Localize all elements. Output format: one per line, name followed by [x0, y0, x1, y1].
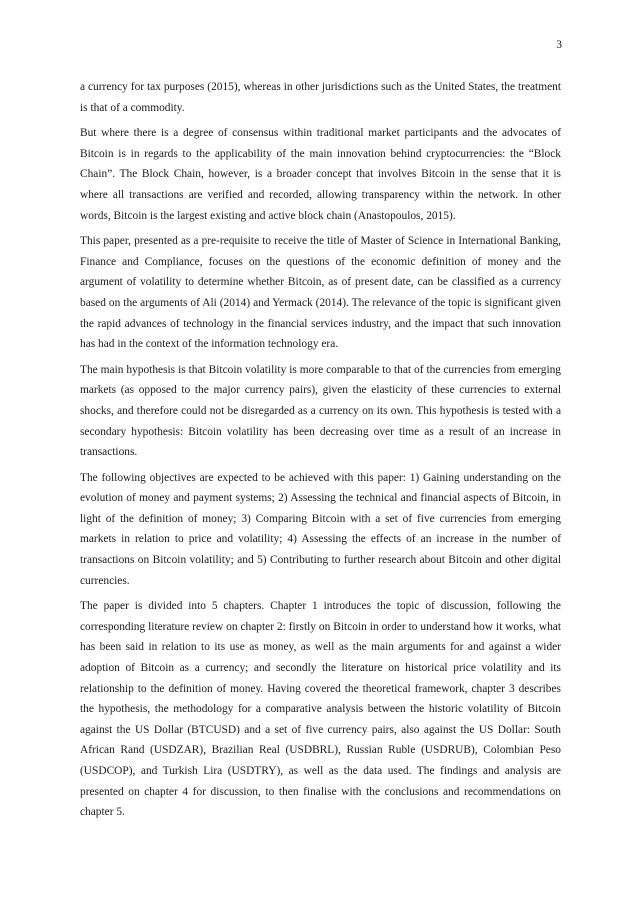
paragraph-3: This paper, presented as a pre-requisite to receive the title of Master of Science in International Banking, Finance and Compliance, focuses on the questions of the economic definition of money and the argument of volatility to determine whether Bitcoin, as of present date, can be classified as a currency based on the arguments of Ali (2014) and Yermack (2014). The relevance of the topic is significant given the rapid advances of technology in the financial services industry, and the impact that such innovation has had in the context of the information technology era.	[80, 235, 561, 351]
paragraph-5: The following objectives are expected to be achieved with this paper: 1) Gaining understanding on the evolution of money and payment systems; 2) Assessing the technical and financial aspects of Bitcoin, in light of the definition of money; 3) Comparing Bitcoin with a set of five currencies from emerging markets in relation to price and volatility; 4) Assessing the effects of an increase in the number of transactions on Bitcoin volatility; and 5) Contributing to further research about Bitcoin and other digital currencies.	[80, 471, 561, 587]
body-text	[80, 77, 561, 828]
paragraph-4: The main hypothesis is that Bitcoin volatility is more comparable to that of the currencies from emerging markets (as opposed to the major currency pairs), given the elasticity of these currencies to external shocks, and therefore could not be disregarded as a currency on its own. This hypothesis is tested with a secondary hypothesis: Bitcoin volatility has been decreasing over time as a result of an increase in transactions.	[80, 363, 561, 459]
paragraph-1: a currency for tax purposes (2015), whereas in other jurisdictions such as the United States, the treatment is that of a commodity.	[80, 81, 561, 114]
paragraph-2: But where there is a degree of consensus within traditional market participants and the advocates of Bitcoin is in regards to the applicability of the main innovation behind cryptocurrencies: the “Block Chain”. The Block Chain, however, is a broader concept that involves Bitcoin in the sense that it is where all transactions are verified and recorded, allowing transparency within the network. In other words, Bitcoin is the largest existing and active block chain (Anastopoulos, 2015).	[80, 127, 561, 222]
paragraph-6: The paper is divided into 5 chapters. Chapter 1 introduces the topic of discussion, following the corresponding literature review on chapter 2: firstly on Bitcoin in order to understand how it works, what has been said in relation to its use as money, as well as the main arguments for and against a wider adoption of Bitcoin as a currency; and secondly the literature on historical price volatility and its relationship to the definition of money. Having covered the theoretical framework, chapter 3 describes the hypothesis, the methodology for a comparative analysis between the historic volatility of Bitcoin against the US Dollar (BTCUSD) and a set of five currency pairs, also against the US Dollar: South African Rand (USDZAR), Brazilian Real (USDBRL), Russian Ruble (USDRUB), Colombian Peso (USDCOP), and Turkish Lira (USDTRY), as well as the data used. The findings and analysis are presented on chapter 4 for discussion, to then finalise with the conclusions and recommendations on chapter 5.	[80, 600, 561, 819]
page-number: 3	[556, 39, 562, 51]
